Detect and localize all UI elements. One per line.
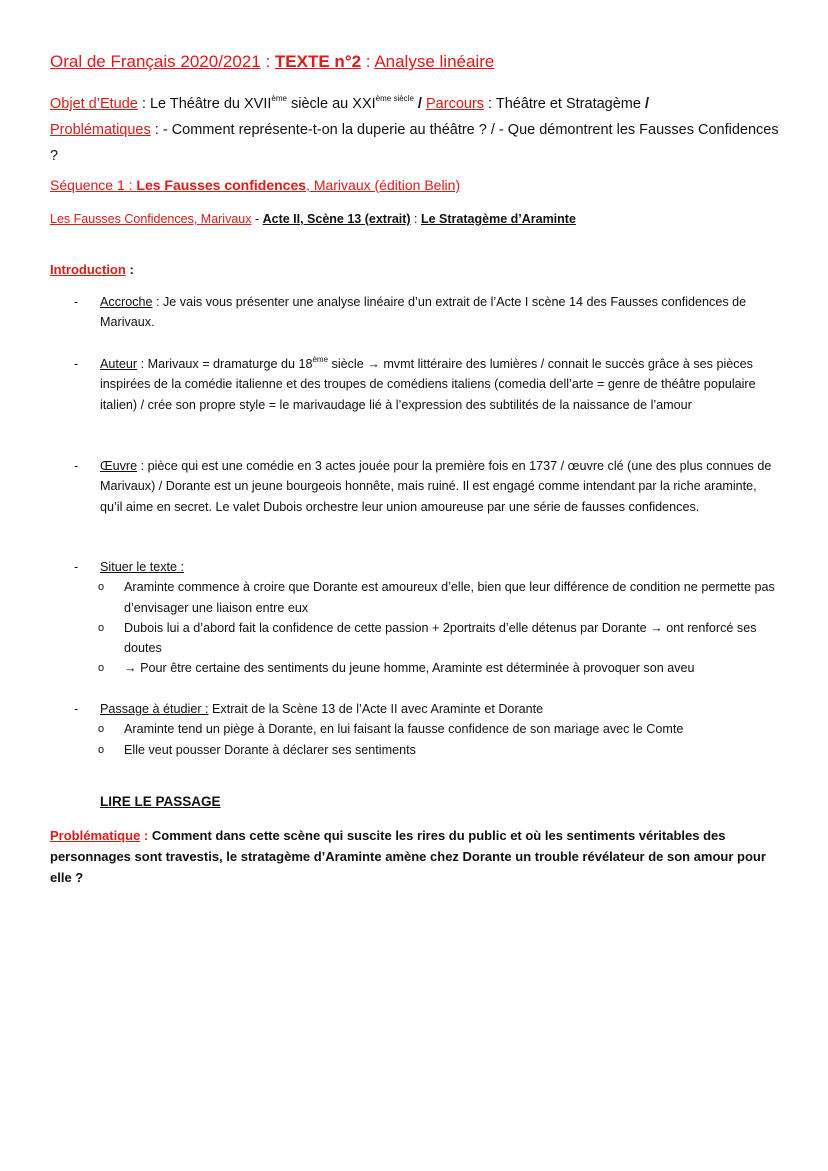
auteur-sup: ème	[312, 354, 329, 364]
auteur-text: siècle → mvmt littéraire des lumières / connait le succès grâce à ses pièces inspirées de la comédie italienne et des troupes de comédiens italiens (comedia dell’arte = genre de théâtre populaire italien) / crée son propre style = le marivaudage lié à l’expression des subtilités de la naissance de l’amour	[100, 357, 756, 412]
auteur-label: Auteur	[100, 357, 138, 371]
bullet-content	[100, 557, 780, 577]
objet-sup: ème siècle	[375, 94, 414, 104]
title-course: Oral de Français 2020/2021	[50, 52, 261, 71]
bullet-dash: -	[74, 459, 79, 473]
accroche-label: Accroche	[100, 295, 153, 309]
title-sep: :	[361, 52, 375, 71]
bullet-dash: -	[74, 357, 79, 371]
document-title	[50, 52, 494, 72]
sub-item-text: Araminte commence à croire que Dorante est amoureux d’elle, bien que leur différence de condition ne permette pas d’envisager une liaison entre eux	[124, 580, 775, 615]
title-sep: :	[260, 52, 275, 71]
introduction-label: Introduction	[50, 262, 126, 277]
sequence-title: Les Fausses confidences	[136, 177, 307, 193]
passage-text: Extrait de la Scène 13 de l’Acte II avec Araminte et Dorante	[208, 702, 544, 716]
sub-item	[98, 719, 780, 739]
sub-bullet-marker: o	[98, 723, 105, 736]
parcours-text: : Théâtre et Stratagème	[484, 96, 645, 112]
problematique-block	[50, 825, 780, 888]
title-text-number: TEXTE n°2	[274, 52, 362, 71]
objet-text: siècle au XXI	[286, 96, 376, 112]
situer-label: Situer le texte :	[100, 560, 184, 574]
sub-bullet-marker: o	[98, 743, 105, 756]
sub-item-text: Elle veut pousser Dorante à déclarer ses sentiments	[124, 742, 416, 757]
sequence-line	[50, 177, 460, 193]
read-passage-heading: LIRE LE PASSAGE	[100, 794, 221, 809]
objet-label: Objet d’Etude	[50, 96, 138, 112]
accroche-text: : Je vais vous présenter une analyse linéaire d’un extrait de l’Acte I scène 14 des Fausses confidences de Marivaux.	[100, 295, 747, 330]
sequence-label: Séquence 1 :	[50, 177, 137, 193]
sub-item-text: Dubois lui a d’abord fait la confidence de cette passion + 2portraits d’elle détenus par Dorante → ont renforcé ses doutes	[124, 620, 757, 656]
bullet-passage	[50, 699, 780, 760]
auteur-text: : Marivaux = dramaturge du 18	[137, 357, 313, 371]
introduction-heading	[50, 262, 134, 277]
problematiques-text: : - Comment représente-t-on la duperie au théâtre ? / - Que démontrent les Fausses Confidences ?	[50, 122, 779, 164]
text-title: Le Stratagème d’Araminte	[421, 212, 576, 226]
bullet-content	[100, 292, 780, 333]
bullet-dash: -	[74, 560, 79, 574]
sub-item-text: Araminte tend un piège à Dorante, en lui faisant la fausse confidence de son mariage avec le Comte	[124, 722, 684, 737]
text-dash: -	[251, 212, 263, 226]
parcours-label: Parcours	[426, 96, 485, 112]
bullet-accroche	[50, 292, 780, 333]
sub-item	[98, 577, 780, 618]
bullet-content	[100, 699, 780, 719]
passage-label: Passage à étudier :	[100, 702, 209, 716]
slash: /	[644, 96, 649, 112]
sub-bullet-marker: o	[98, 662, 105, 675]
text-reference-line	[50, 212, 576, 226]
sub-item-text: → Pour être certaine des sentiments du jeune homme, Araminte est déterminée à provoquer son aveu	[124, 661, 695, 676]
bullet-content	[100, 354, 780, 415]
study-object-block	[50, 91, 780, 169]
bullet-auteur	[50, 354, 780, 415]
sequence-rest: , Marivaux (édition Belin)	[306, 177, 461, 193]
objet-text: : Le Théâtre du XVII	[137, 96, 272, 112]
oeuvre-text: : pièce qui est une comédie en 3 actes jouée pour la première fois en 1737 / œuvre clé (une des plus connues de Marivaux) / Dorante est un jeune bourgeois honnête, mais ruiné. Il est engagé comme intendant par la riche araminte, qu’il aime en secret. Le valet Dubois orchestre leur union amoureuse par une série de fausses confidences.	[100, 459, 772, 514]
text-act: Acte II, Scène 13 (extrait)	[262, 212, 411, 226]
sub-bullet-marker: o	[98, 621, 105, 634]
bullet-oeuvre	[50, 456, 780, 517]
text-colon: :	[410, 212, 421, 226]
sub-item	[98, 618, 780, 659]
bullet-dash: -	[74, 295, 79, 309]
problematiques-label: Problématiques	[50, 122, 151, 138]
oeuvre-label: Œuvre	[100, 459, 138, 473]
text-source: Les Fausses Confidences, Marivaux	[50, 212, 252, 226]
objet-sup: ème	[271, 94, 287, 104]
sub-bullet-marker: o	[98, 581, 105, 594]
problematique-colon: :	[140, 828, 152, 843]
bullet-situer	[50, 557, 780, 679]
sub-item	[98, 658, 780, 678]
slash: /	[413, 96, 426, 112]
introduction-colon: :	[125, 262, 134, 277]
sub-item	[98, 740, 780, 760]
title-analysis-type: Analyse linéaire	[374, 52, 495, 71]
problematique-label: Problématique	[50, 828, 141, 843]
bullet-content	[100, 456, 780, 517]
bullet-dash: -	[74, 702, 79, 716]
problematique-text: Comment dans cette scène qui suscite les rires du public et où les sentiments véritables des personnages sont travestis, le stratagème d’Araminte amène chez Dorante un trouble révélateur de son amour pour elle ?	[50, 828, 766, 885]
